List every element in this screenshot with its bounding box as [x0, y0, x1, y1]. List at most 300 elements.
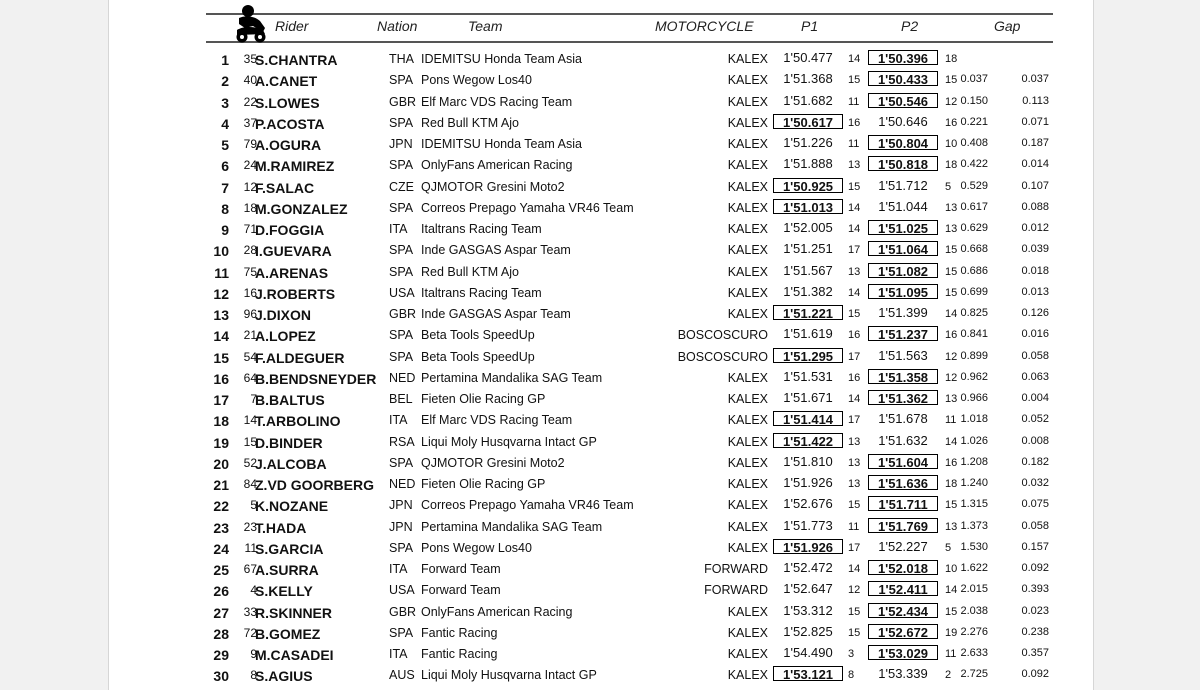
p2-lap: 13	[945, 393, 958, 405]
position: 14	[213, 328, 229, 345]
team-name: OnlyFans American Racing	[421, 604, 573, 619]
header-p2: P2	[901, 18, 919, 34]
p2-time: 1'51.678	[878, 411, 928, 427]
team-name: Elf Marc VDS Racing Team	[421, 94, 573, 109]
position: 8	[221, 200, 229, 217]
rider-number: 21	[243, 328, 257, 343]
gap-previous: 0.071	[1021, 115, 1049, 128]
rider-number: 12	[243, 179, 257, 194]
gap-first: 1.026	[960, 434, 988, 447]
nation: SPA	[389, 625, 414, 640]
gap-first: 0.221	[960, 115, 988, 128]
motorcycle-rider-icon	[233, 4, 269, 44]
team-name: Elf Marc VDS Racing Team	[421, 413, 573, 428]
p1-lap: 15	[848, 180, 861, 193]
position: 2	[221, 73, 229, 90]
p2-time: 1'50.646	[878, 113, 928, 129]
p1-time: 1'53.312	[783, 602, 833, 618]
p1-lap: 12	[848, 584, 861, 597]
position: 29	[213, 647, 229, 663]
rider-number: 52	[243, 455, 257, 470]
p1-time: 1'51.422	[773, 433, 843, 448]
nation: JPN	[389, 137, 413, 151]
gap-first: 0.699	[960, 285, 988, 298]
header-rule	[206, 41, 1053, 43]
position: 22	[213, 498, 229, 515]
motorcycle: KALEX	[727, 498, 768, 513]
p2-time: 1'52.227	[878, 538, 928, 554]
p2-lap: 15	[945, 244, 958, 257]
team-name: Red Bull KTM Ajo	[421, 264, 519, 279]
gap-previous: 0.187	[1021, 137, 1049, 149]
p1-lap: 8	[848, 669, 855, 682]
p1-time: 1'50.925	[773, 178, 843, 193]
nation: CZE	[389, 179, 414, 194]
p1-lap: 13	[848, 265, 861, 278]
motorcycle: KALEX	[727, 540, 768, 555]
p2-time: 1'51.604	[868, 454, 938, 469]
team-name: Fantic Racing	[421, 625, 498, 640]
p2-lap: 15	[945, 605, 958, 618]
gap-previous: 0.052	[1021, 413, 1049, 426]
p1-lap: 16	[848, 371, 861, 384]
position: 21	[213, 477, 229, 493]
rider-number: 33	[243, 604, 257, 619]
rider-number: 72	[243, 625, 257, 640]
p2-lap: 18	[945, 53, 958, 65]
gap-first: 0.966	[960, 392, 988, 404]
rider-number: 5	[250, 498, 257, 513]
gap-first: 2.015	[960, 583, 988, 596]
rider-number: 79	[243, 137, 257, 151]
nation: RSA	[389, 434, 415, 449]
gap-first: 1.208	[960, 455, 988, 468]
p1-lap: 15	[848, 626, 861, 639]
nation: JPN	[389, 498, 413, 513]
gap-previous: 0.016	[1021, 328, 1049, 341]
motorcycle: KALEX	[727, 115, 768, 130]
gap-first: 0.668	[960, 243, 988, 256]
nation: SPA	[389, 73, 414, 88]
p1-time: 1'52.825	[783, 623, 833, 639]
motorcycle: FORWARD	[704, 562, 768, 576]
rider-name: J.DIXON	[255, 307, 312, 323]
p1-lap: 14	[848, 53, 861, 65]
rider-number: 37	[243, 115, 257, 130]
p1-lap: 17	[848, 541, 861, 554]
motorcycle: KALEX	[727, 604, 768, 619]
team-name: QJMOTOR Gresini Moto2	[421, 179, 565, 194]
gap-first: 0.962	[960, 370, 988, 383]
table-row	[109, 516, 1093, 537]
table-row	[109, 261, 1093, 282]
rider-number: 14	[243, 413, 257, 428]
rider-name: A.LOPEZ	[255, 328, 316, 345]
header-nation: Nation	[377, 18, 418, 34]
gap-first: 0.408	[960, 137, 988, 149]
rider-name: F.ALDEGUER	[255, 349, 345, 366]
p2-lap: 16	[945, 116, 958, 129]
gap-previous: 0.039	[1021, 243, 1049, 256]
position: 10	[213, 243, 229, 260]
gap-previous: 0.058	[1021, 519, 1049, 532]
team-name: Red Bull KTM Ajo	[421, 115, 519, 130]
position: 17	[213, 392, 229, 408]
gap-previous: 0.023	[1021, 604, 1049, 617]
rider-number: 8	[250, 668, 257, 683]
p2-time: 1'50.818	[868, 156, 938, 171]
results-sheet	[108, 0, 1094, 690]
team-name: Liqui Moly Husqvarna Intact GP	[421, 668, 597, 683]
p2-lap: 14	[945, 584, 958, 597]
rider-name: S.CHANTRA	[255, 52, 338, 68]
motorcycle: KALEX	[727, 285, 768, 300]
p2-time: 1'52.434	[868, 603, 938, 618]
motorcycle: KALEX	[727, 370, 768, 385]
motorcycle: KALEX	[727, 519, 768, 534]
table-row	[109, 112, 1093, 133]
motorcycle: KALEX	[727, 94, 768, 109]
rider-number: 18	[243, 200, 257, 215]
gap-first: 2.038	[960, 604, 988, 617]
team-name: Liqui Moly Husqvarna Intact GP	[421, 434, 597, 449]
team-name: Forward Team	[421, 562, 501, 576]
rider-name: K.NOZANE	[255, 498, 329, 515]
p1-time: 1'51.221	[773, 305, 843, 320]
p2-lap: 12	[945, 95, 958, 108]
gap-first: 0.617	[960, 200, 988, 213]
rider-number: 23	[243, 519, 257, 534]
position: 18	[213, 413, 229, 430]
rider-name: S.KELLY	[255, 583, 313, 600]
table-row	[109, 664, 1093, 685]
rider-name: Z.VD GOORBERG	[255, 477, 375, 493]
p1-lap: 11	[848, 95, 860, 108]
rider-name: S.AGIUS	[255, 668, 313, 685]
team-name: Fieten Olie Racing GP	[421, 477, 546, 491]
rider-name: S.GARCIA	[255, 540, 324, 557]
motorcycle: KALEX	[727, 434, 768, 449]
team-name: Italtrans Racing Team	[421, 222, 542, 236]
gap-first: 0.422	[960, 158, 988, 171]
position: 7	[221, 179, 229, 196]
gap-first: 1.530	[960, 540, 988, 553]
p1-time: 1'51.567	[783, 262, 833, 278]
nation: ITA	[389, 562, 408, 576]
p2-time: 1'51.769	[868, 518, 938, 533]
p2-lap: 11	[945, 648, 957, 660]
nation: GBR	[389, 604, 417, 619]
gap-first: 0.629	[960, 222, 988, 234]
rider-name: B.BENDSNEYDER	[255, 370, 377, 387]
p2-time: 1'51.095	[868, 284, 938, 299]
p1-lap: 3	[848, 648, 855, 660]
nation: SPA	[389, 200, 414, 215]
gap-first: 2.276	[960, 625, 988, 638]
p1-lap: 14	[848, 223, 861, 235]
table-row	[109, 303, 1093, 324]
motorcycle: KALEX	[727, 264, 768, 279]
p2-time: 1'53.339	[878, 666, 928, 682]
rider-number: 24	[243, 158, 257, 173]
p2-lap: 19	[945, 626, 958, 639]
position: 9	[221, 222, 229, 238]
gap-first: 0.825	[960, 307, 988, 319]
motorcycle: KALEX	[727, 222, 768, 236]
gap-previous: 0.014	[1021, 158, 1049, 171]
nation: USA	[389, 583, 415, 598]
p1-time: 1'51.773	[783, 517, 833, 533]
p2-time: 1'51.362	[868, 390, 938, 405]
position: 16	[213, 370, 229, 387]
motorcycle: KALEX	[727, 158, 768, 173]
p1-time: 1'51.926	[783, 475, 833, 490]
rider-name: J.ALCOBA	[255, 455, 327, 472]
gap-first: 1.373	[960, 519, 988, 532]
table-row	[109, 282, 1093, 303]
p2-lap: 10	[945, 563, 958, 575]
gap-first: 0.037	[960, 73, 988, 86]
p2-lap: 15	[945, 265, 958, 278]
nation: SPA	[389, 455, 414, 470]
header-motorcycle: MOTORCYCLE	[655, 18, 754, 34]
rider-name: A.CANET	[255, 73, 318, 90]
p2-time: 1'50.804	[868, 135, 938, 150]
nation: NED	[389, 477, 416, 491]
rider-number: 40	[243, 73, 257, 88]
p1-lap: 13	[848, 435, 861, 448]
rider-name: P.ACOSTA	[255, 115, 325, 132]
rider-number: 22	[243, 94, 257, 109]
p1-time: 1'52.472	[783, 560, 833, 575]
p2-time: 1'51.563	[878, 347, 928, 363]
position: 11	[214, 264, 229, 281]
p1-time: 1'51.382	[783, 283, 833, 299]
nation: SPA	[389, 264, 414, 279]
table-row	[109, 48, 1093, 69]
rider-name: T.ARBOLINO	[255, 413, 341, 430]
table-row	[109, 133, 1093, 154]
position: 12	[213, 285, 229, 302]
nation: JPN	[389, 519, 413, 534]
position: 15	[213, 349, 229, 366]
motorcycle: KALEX	[727, 179, 768, 194]
rider-number: 71	[243, 222, 257, 236]
rider-name: F.SALAC	[255, 179, 315, 196]
gap-previous: 0.092	[1021, 562, 1049, 574]
team-name: Correos Prepago Yamaha VR46 Team	[421, 200, 634, 215]
table-row	[109, 91, 1093, 112]
p2-time: 1'51.064	[868, 241, 938, 256]
position: 4	[221, 115, 229, 132]
nation: ITA	[389, 222, 408, 236]
team-name: Pertamina Mandalika SAG Team	[421, 370, 603, 385]
table-row	[109, 388, 1093, 409]
table-row	[109, 69, 1093, 90]
p1-time: 1'51.682	[783, 92, 833, 108]
p1-lap: 14	[848, 563, 861, 575]
nation: SPA	[389, 540, 414, 555]
motorcycle: KALEX	[727, 243, 768, 258]
nation: SPA	[389, 158, 414, 173]
table-row	[109, 154, 1093, 175]
table-row	[109, 218, 1093, 239]
rider-name: R.SKINNER	[255, 604, 333, 621]
p2-lap: 13	[945, 201, 958, 214]
p1-lap: 16	[848, 116, 861, 129]
gap-first: 0.529	[960, 179, 988, 192]
nation: USA	[389, 285, 415, 300]
table-row	[109, 601, 1093, 622]
gap-first: 0.899	[960, 349, 988, 362]
rider-name: D.FOGGIA	[255, 222, 325, 238]
p1-time: 1'51.226	[783, 135, 833, 150]
nation: SPA	[389, 328, 414, 343]
position: 19	[213, 434, 229, 451]
p1-time: 1'51.671	[783, 390, 833, 405]
rider-number: 54	[243, 349, 257, 364]
team-name: Fieten Olie Racing GP	[421, 392, 546, 406]
nation: SPA	[389, 243, 414, 258]
rider-number: 28	[243, 243, 257, 258]
rider-number: 96	[243, 307, 257, 321]
gap-previous: 0.063	[1021, 370, 1049, 383]
p1-lap: 14	[848, 286, 861, 299]
p2-lap: 5	[945, 180, 952, 193]
team-name: Beta Tools SpeedUp	[421, 328, 535, 343]
p1-lap: 15	[848, 74, 861, 87]
p1-lap: 13	[848, 478, 861, 490]
motorcycle: KALEX	[727, 477, 768, 491]
team-name: IDEMITSU Honda Team Asia	[421, 52, 582, 66]
nation: ITA	[389, 647, 408, 661]
p2-time: 1'52.411	[868, 581, 938, 596]
nation: SPA	[389, 115, 414, 130]
p1-time: 1'51.531	[783, 368, 833, 384]
rider-number: 35	[243, 52, 257, 66]
rider-number: 15	[243, 434, 257, 449]
motorcycle: KALEX	[727, 307, 768, 321]
gap-previous: 0.018	[1021, 264, 1049, 277]
motorcycle: KALEX	[727, 200, 768, 215]
p2-time: 1'51.358	[868, 369, 938, 384]
gap-previous: 0.004	[1021, 392, 1049, 404]
motorcycle: KALEX	[727, 647, 768, 661]
nation: THA	[389, 52, 414, 66]
p2-lap: 18	[945, 159, 958, 172]
p2-lap: 5	[945, 541, 952, 554]
rider-number: 84	[243, 477, 257, 491]
gap-previous: 0.012	[1021, 222, 1049, 234]
motorcycle: KALEX	[727, 455, 768, 470]
position: 13	[213, 307, 229, 323]
table-row	[109, 176, 1093, 197]
p2-lap: 13	[945, 520, 958, 533]
p1-lap: 17	[848, 414, 861, 427]
rider-number: 11	[244, 540, 257, 555]
p2-lap: 15	[945, 74, 958, 87]
p1-lap: 14	[848, 393, 861, 405]
motorcycle: KALEX	[727, 413, 768, 428]
gap-first: 1.622	[960, 562, 988, 574]
team-name: Pons Wegow Los40	[421, 540, 532, 555]
position: 23	[213, 519, 229, 536]
table-row	[109, 558, 1093, 579]
p2-lap: 16	[945, 329, 958, 342]
motorcycle: KALEX	[727, 52, 768, 66]
rider-name: A.OGURA	[255, 137, 322, 153]
rider-number: 67	[243, 562, 257, 576]
rider-name: M.GONZALEZ	[255, 200, 348, 217]
p1-lap: 11	[848, 520, 860, 533]
p2-lap: 12	[945, 350, 958, 363]
p2-time: 1'51.082	[868, 263, 938, 278]
header-gap: Gap	[994, 18, 1021, 34]
table-row	[109, 622, 1093, 643]
p2-time: 1'52.018	[868, 560, 938, 575]
p2-time: 1'50.396	[868, 50, 938, 65]
p1-time: 1'51.888	[783, 156, 833, 172]
position: 28	[213, 625, 229, 642]
p2-time: 1'52.672	[868, 624, 938, 639]
table-row	[109, 643, 1093, 664]
team-name: Correos Prepago Yamaha VR46 Team	[421, 498, 634, 513]
p2-lap: 14	[945, 308, 958, 320]
position: 6	[221, 158, 229, 175]
team-name: Italtrans Racing Team	[421, 285, 542, 300]
gap-first: 1.240	[960, 477, 988, 489]
p2-time: 1'51.399	[878, 305, 928, 320]
team-name: IDEMITSU Honda Team Asia	[421, 137, 582, 151]
motorcycle: BOSCOSCURO	[677, 328, 768, 343]
motorcycle: KALEX	[727, 73, 768, 88]
p1-lap: 15	[848, 499, 861, 512]
gap-previous: 0.357	[1021, 647, 1049, 659]
table-row	[109, 431, 1093, 452]
gap-first: 0.841	[960, 328, 988, 341]
table-row	[109, 579, 1093, 600]
p2-lap: 10	[945, 138, 958, 150]
p1-time: 1'50.617	[773, 114, 843, 129]
p1-lap: 16	[848, 329, 861, 342]
team-name: Beta Tools SpeedUp	[421, 349, 535, 364]
nation: GBR	[389, 94, 417, 109]
p2-time: 1'50.433	[868, 71, 938, 86]
motorcycle: FORWARD	[704, 583, 768, 598]
p1-lap: 15	[848, 308, 861, 320]
team-name: QJMOTOR Gresini Moto2	[421, 455, 565, 470]
nation: NED	[389, 370, 416, 385]
team-name: Fantic Racing	[421, 647, 498, 661]
p2-time: 1'51.632	[878, 432, 928, 448]
p2-lap: 15	[945, 499, 958, 512]
top-rule	[206, 13, 1053, 15]
p1-lap: 13	[848, 159, 861, 172]
p1-time: 1'51.926	[773, 539, 843, 554]
team-name: OnlyFans American Racing	[421, 158, 573, 173]
p2-lap: 15	[945, 286, 958, 299]
gap-previous: 0.238	[1021, 625, 1049, 638]
team-name: Forward Team	[421, 583, 501, 598]
nation: GBR	[389, 307, 417, 321]
position: 24	[213, 540, 229, 557]
gap-first: 2.725	[960, 668, 988, 681]
p1-time: 1'52.676	[783, 496, 833, 512]
rider-name: A.SURRA	[255, 562, 319, 578]
table-row	[109, 324, 1093, 345]
p1-time: 1'51.414	[773, 411, 843, 426]
p2-time: 1'51.712	[878, 177, 928, 193]
